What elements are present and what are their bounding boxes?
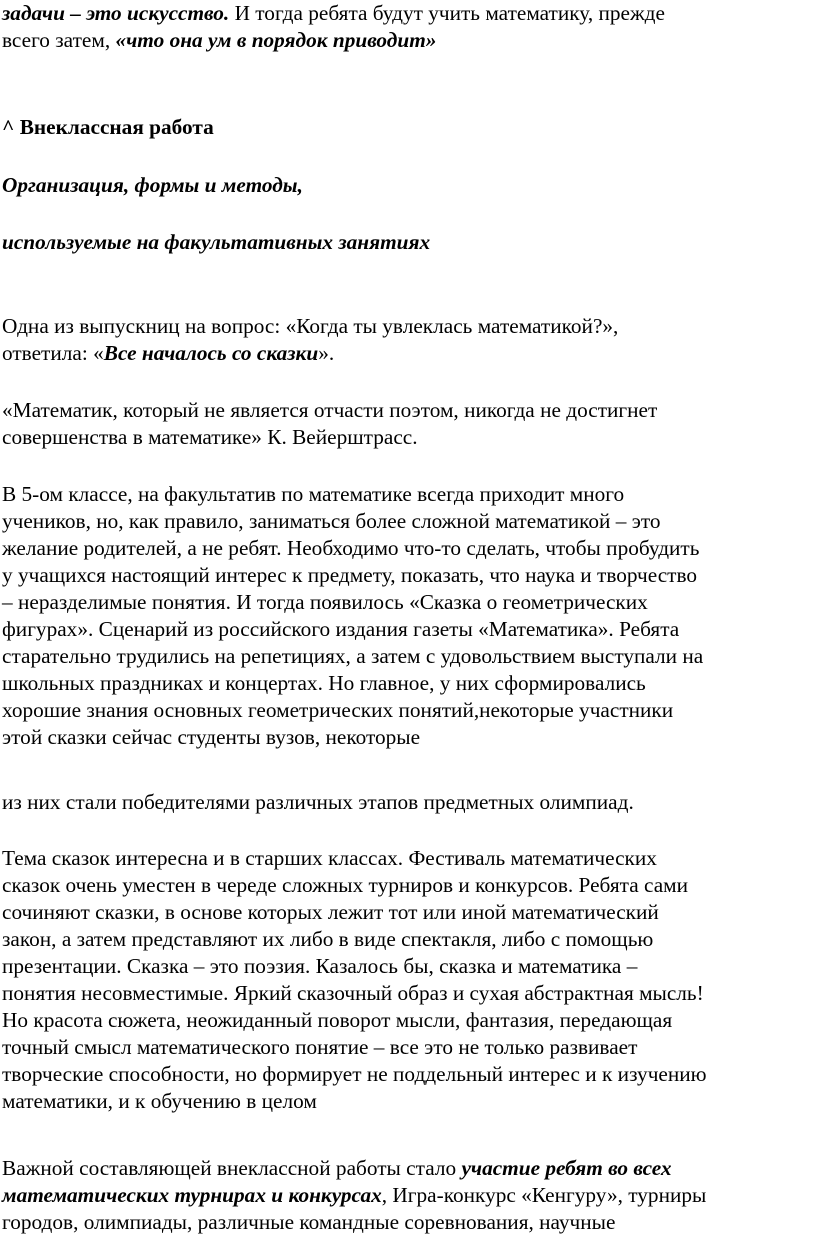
p6-emphasis-2: математических турнирах и конкурсах bbox=[2, 1183, 382, 1207]
paragraph-2-line-2: совершенства в математике» К. Вейерштрасс. bbox=[2, 425, 418, 449]
paragraph-3 bbox=[2, 481, 814, 751]
paragraph-5-line: Но красота сюжета, неожиданный поворот мысли, фантазия, передающая bbox=[2, 1008, 673, 1032]
paragraph-5-line: творческие способности, но формирует не поддельный интерес и к изучению bbox=[2, 1062, 707, 1086]
paragraph-3-line: этой сказки сейчас студенты вузов, некоторые bbox=[2, 725, 421, 749]
paragraph-1-line-2 bbox=[2, 340, 814, 367]
paragraph-3-line: старательно трудились на репетициях, а затем с удовольствием выступали на bbox=[2, 644, 704, 668]
paragraph-3-line: школьных праздниках и концертах. Но главное, у них сформировались bbox=[2, 671, 646, 695]
paragraph-3-line: – неразделимые понятия. И тогда появилось «Сказка о геометрических bbox=[2, 590, 648, 614]
paragraph-6-line-2 bbox=[2, 1182, 814, 1209]
section-subtitle-1: Организация, формы и методы, bbox=[2, 173, 303, 197]
p1-emphasis: Все началось со сказки bbox=[103, 341, 319, 365]
paragraph-5-line: точный смысл математического понятие – все это не только развивает bbox=[2, 1035, 638, 1059]
paragraph-3-line: фигурах». Сценарий из российского издания газеты «Математика». Ребята bbox=[2, 617, 680, 641]
p6-text-2: , Игра-конкурс «Кенгуру», турниры bbox=[381, 1183, 707, 1207]
paragraph-3-line: у учащихся настоящий интерес к предмету, показать, что наука и творчество bbox=[2, 563, 698, 587]
paragraph-5-line: сочиняют сказки, в основе которых лежит тот или иной математический bbox=[2, 900, 659, 924]
intro-paragraph bbox=[2, 0, 814, 54]
paragraph-2 bbox=[2, 397, 814, 451]
intro-emphasis: задачи – это искусство. bbox=[2, 1, 230, 25]
p6-emphasis-1: участие ребят во всех bbox=[461, 1156, 672, 1180]
paragraph-5 bbox=[2, 845, 814, 1115]
intro-quote: «что она ум в порядок приводит» bbox=[115, 28, 437, 52]
section-heading: ^ Внеклассная работа bbox=[2, 115, 214, 139]
paragraph-5-line: презентации. Сказка – это поэзия. Казалось бы, сказка и математика – bbox=[2, 954, 638, 978]
paragraph-5-line: математики, и к обучению в целом bbox=[2, 1089, 317, 1113]
paragraph-5-line: сказок очень уместен в череде сложных турниров и конкурсов. Ребята сами bbox=[2, 873, 689, 897]
intro-text: И тогда ребята будут учить математику, прежде bbox=[229, 1, 665, 25]
paragraph-4: из них стали победителями различных этапов предметных олимпиад. bbox=[2, 790, 634, 814]
paragraph-2-line-1: «Математик, который не является отчасти поэтом, никогда не достигнет bbox=[2, 398, 658, 422]
p6-text: Важной составляющей внеклассной работы стало bbox=[2, 1156, 462, 1180]
p1-text: ответила: « bbox=[2, 341, 104, 365]
paragraph-5-line: закон, а затем представляют их либо в виде спектакля, либо с помощью bbox=[2, 927, 654, 951]
paragraph-6-line-1 bbox=[2, 1155, 814, 1182]
intro-line-2 bbox=[2, 27, 814, 54]
p1-end: ». bbox=[318, 341, 335, 365]
paragraph-6-line-3: городов, олимпиады, различные командные соревнования, научные bbox=[2, 1210, 616, 1234]
paragraph-5-line: понятия несовместимые. Яркий сказочный образ и сухая абстрактная мысль! bbox=[2, 981, 704, 1005]
paragraph-6 bbox=[2, 1155, 814, 1236]
paragraph-3-line: желание родителей, а не ребят. Необходимо что-то сделать, чтобы пробудить bbox=[2, 536, 700, 560]
paragraph-1-line-1: Одна из выпускниц на вопрос: «Когда ты увлеклась математикой?», bbox=[2, 314, 619, 338]
paragraph-3-line: учеников, но, как правило, заниматься более сложной математикой – это bbox=[2, 509, 661, 533]
paragraph-1 bbox=[2, 313, 814, 367]
intro-text-2: всего затем, bbox=[2, 28, 116, 52]
paragraph-3-line: В 5-ом классе, на факультатив по математике всегда приходит много bbox=[2, 482, 625, 506]
paragraph-5-line: Тема сказок интересна и в старших классах. Фестиваль математических bbox=[2, 846, 657, 870]
intro-line-1 bbox=[2, 0, 814, 27]
section-subtitle-2: используемые на факультативных занятиях bbox=[2, 230, 431, 254]
paragraph-3-line: хорошие знания основных геометрических понятий,некоторые участники bbox=[2, 698, 674, 722]
